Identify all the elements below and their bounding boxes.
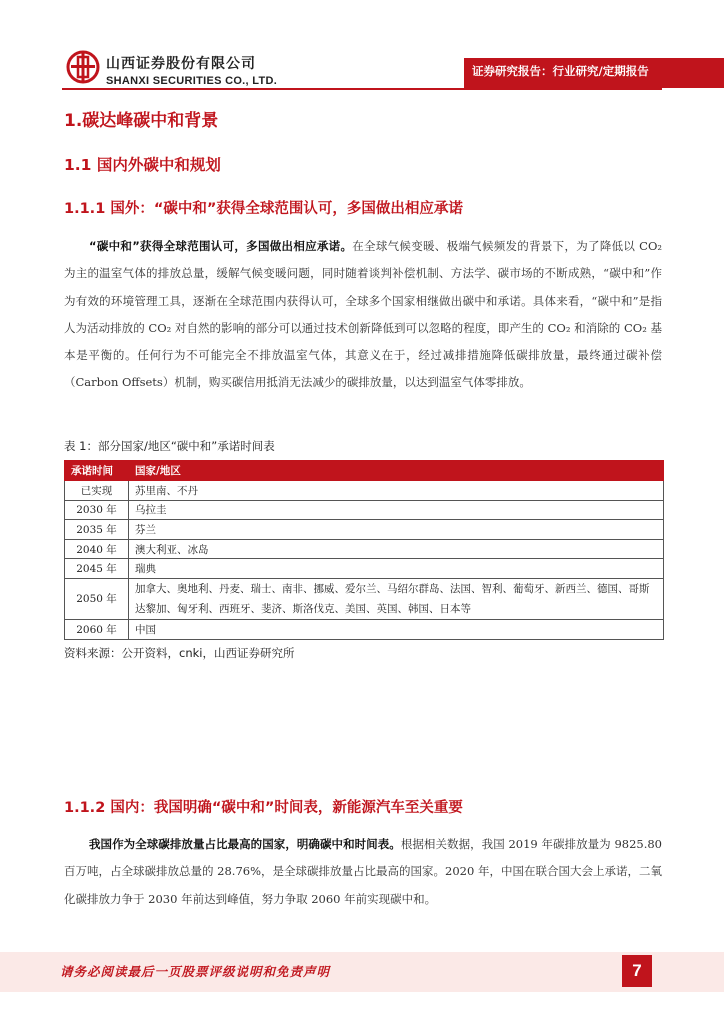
paragraph-domestic-timeline <box>64 831 662 913</box>
report-type-label: 证券研究报告：行业研究/定期报告 <box>472 64 649 78</box>
cell-regions: 芬兰 <box>129 520 664 540</box>
section-heading-1-1: 1.1 国内外碳中和规划 <box>64 156 221 174</box>
section-heading-1-1-2: 1.1.2 国内：我国明确“碳中和”时间表，新能源汽车至关重要 <box>64 800 463 816</box>
table-row <box>65 481 664 501</box>
company-logo-icon <box>66 50 100 84</box>
cell-regions: 乌拉圭 <box>129 500 664 520</box>
company-name-cn: 山西证券股份有限公司 <box>106 56 256 72</box>
company-name-en: SHANXI SECURITIES CO., LTD. <box>106 75 278 87</box>
cell-year: 2060 年 <box>65 619 129 639</box>
disclaimer-text: 请务必阅读最后一页股票评级说明和免责声明 <box>60 964 331 979</box>
table-row <box>65 559 664 579</box>
table-header-row <box>65 461 664 481</box>
table-row <box>65 578 664 619</box>
cell-regions: 澳大利亚、冰岛 <box>129 539 664 559</box>
table-row <box>65 619 664 639</box>
cell-regions: 瑞典 <box>129 559 664 579</box>
cell-year: 2030 年 <box>65 500 129 520</box>
cell-regions: 中国 <box>129 619 664 639</box>
commitment-table <box>64 460 664 640</box>
table-row <box>65 539 664 559</box>
cell-year: 已实现 <box>65 481 129 501</box>
section-heading-1-1-1: 1.1.1 国外：“碳中和”获得全球范围认可，多国做出相应承诺 <box>64 201 463 217</box>
table-caption: 表 1：部分国家/地区“碳中和”承诺时间表 <box>64 439 275 453</box>
paragraph-body: 根据相关数据，我国 2019 年碳排放量为 9825.80 百万吨，占全球碳排放总量的 28.76%，是全球碳排放量占比最高的国家。2020 年，中国在联合国大会上承诺，二氧化碳排放力争于 2030 年前达到峰值，努力争取 2060 年前实现碳中和。 <box>64 837 662 906</box>
cell-regions: 加拿大、奥地利、丹麦、瑞士、南非、挪威、爱尔兰、马绍尔群岛、法国、智利、葡萄牙、新西兰、德国、哥斯达黎加、匈牙利、西班牙、斐济、斯洛伐克、美国、英国、韩国、日本等 <box>129 578 664 619</box>
column-header-year: 承诺时间 <box>65 461 129 481</box>
cell-year: 2035 年 <box>65 520 129 540</box>
paragraph-lead: 我国作为全球碳排放量占比最高的国家，明确碳中和时间表。 <box>89 837 401 851</box>
cell-year: 2040 年 <box>65 539 129 559</box>
company-name <box>106 53 277 87</box>
cell-regions: 苏里南、不丹 <box>129 481 664 501</box>
cell-year: 2045 年 <box>65 559 129 579</box>
paragraph-body: 在全球气候变暖、极端气候频发的背景下，为了降低以 CO₂ 为主的温室气体的排放总量，缓解气候变暖问题，同时随着谈判补偿机制、方法学、碳市场的不断成熟，“碳中和”作为有效的环境管理工具，逐渐在全球范围内获得认可，全球多个国家相继做出碳中和承诺。具体来看，“碳中和”是指人为活动排放的 CO₂ 对自然的影响的部分可以通过技术创新降低到可以忽略的程度，即产生的 CO₂ 和消除的 CO₂ 基本是平衡的。任何行为不可能完全不排放温室气体，其意义在于，经过减排措施降低碳排放量，最终通过碳补偿（Carbon Offsets）机制，购买碳信用抵消无法减少的碳排放量，以达到温室气体零排放。 <box>64 239 662 390</box>
table-row <box>65 520 664 540</box>
paragraph-lead: “碳中和”获得全球范围认可，多国做出相应承诺。 <box>89 239 353 253</box>
header-divider <box>62 88 662 90</box>
cell-year: 2050 年 <box>65 578 129 619</box>
paragraph-foreign-commitments <box>64 233 662 397</box>
section-heading-1: 1.碳达峰碳中和背景 <box>64 111 219 131</box>
page-number: 7 <box>622 955 652 987</box>
table-row <box>65 500 664 520</box>
column-header-region: 国家/地区 <box>129 461 664 481</box>
table-source: 资料来源：公开资料，cnki，山西证券研究所 <box>64 646 295 660</box>
